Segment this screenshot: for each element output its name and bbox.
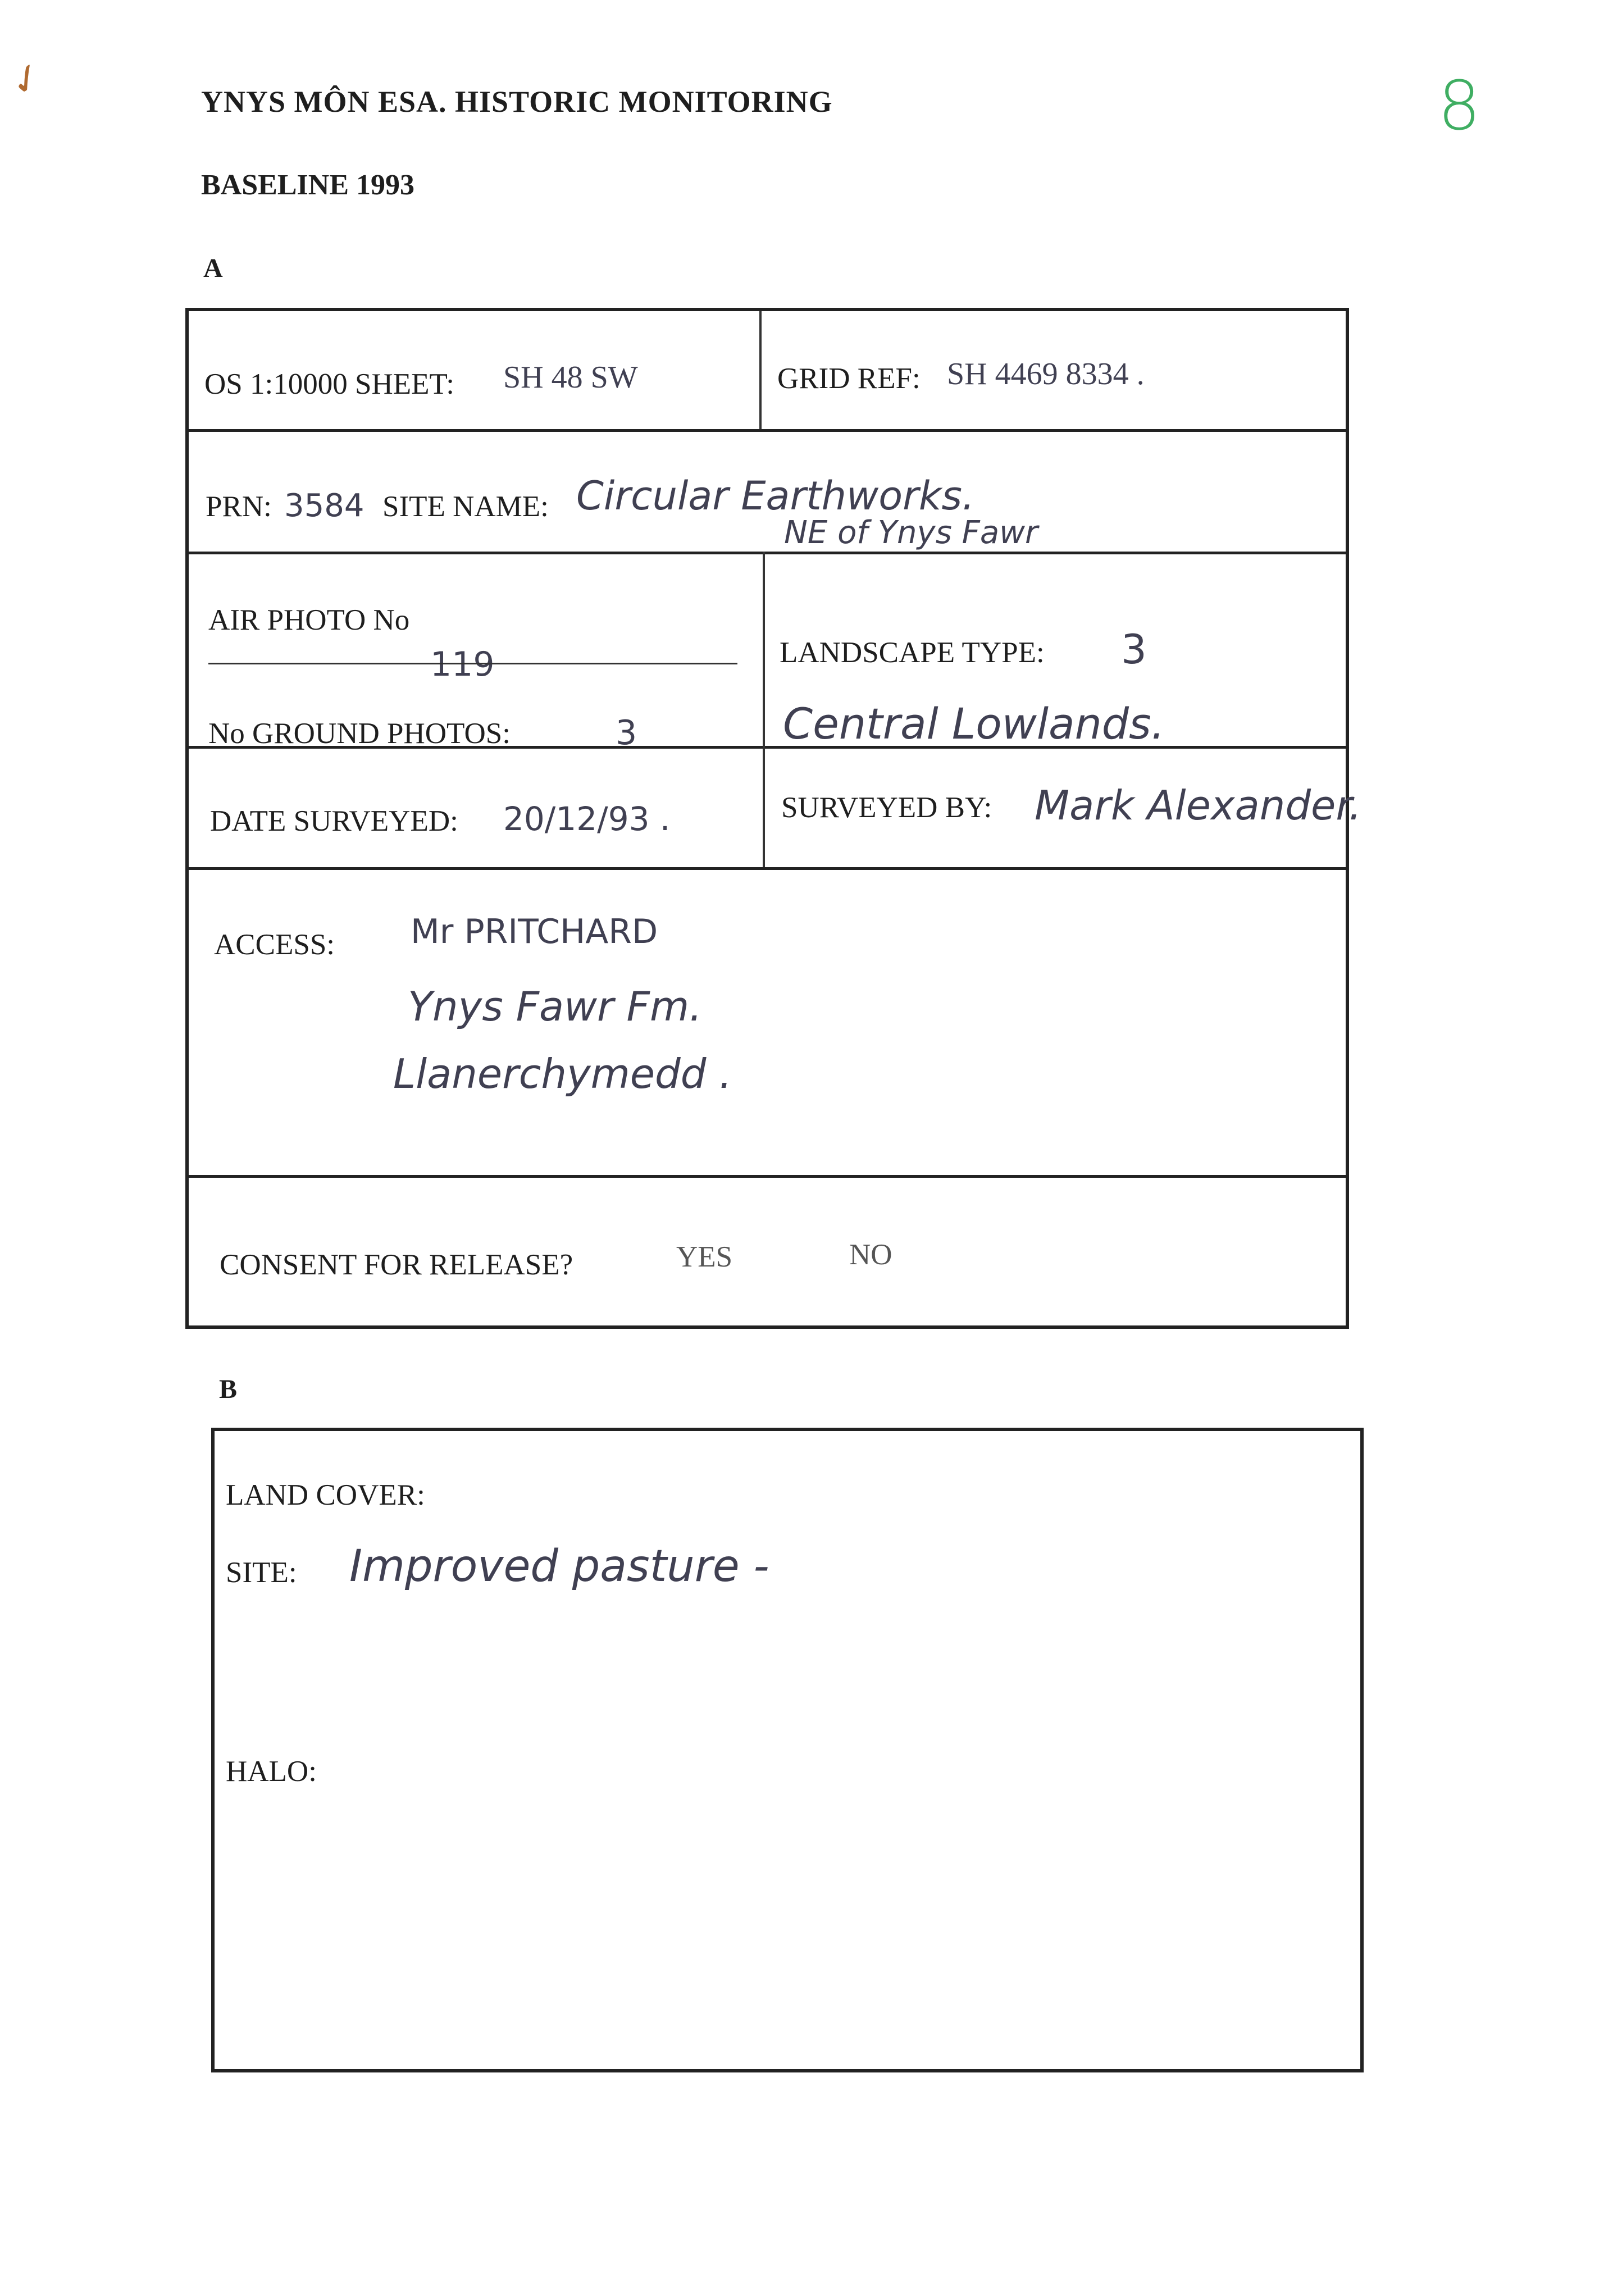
section-a-form	[185, 308, 1362, 1329]
landscape-type-value: 3	[1121, 626, 1147, 673]
surveyed-by-value: Mark Alexander.	[1035, 782, 1362, 829]
row-divider	[189, 429, 1346, 432]
access-line-1: Mr PRITCHARD	[411, 912, 658, 951]
date-surveyed-label: DATE SURVEYED:	[210, 805, 458, 837]
site-name-line2: NE of Ynys Fawr	[784, 514, 1038, 551]
consent-label: CONSENT FOR RELEASE?	[220, 1249, 573, 1281]
os-sheet-value: SH 48 SW	[503, 360, 638, 395]
column-divider	[759, 311, 762, 429]
air-photo-label: AIR PHOTO No	[208, 604, 410, 636]
site-name-line1: Circular Earthworks.	[576, 473, 975, 519]
access-label: ACCESS:	[214, 928, 335, 961]
ground-photos-label: No GROUND PHOTOS:	[208, 717, 511, 750]
os-sheet-label: OS 1:10000 SHEET:	[204, 368, 454, 400]
form-title: YNYS MÔN ESA. HISTORIC MONITORING	[201, 85, 833, 119]
section-b-label: B	[219, 1374, 238, 1404]
site-name-label: SITE NAME:	[382, 490, 549, 523]
row-divider	[189, 552, 1346, 554]
section-a-label: A	[203, 253, 223, 283]
site-label: SITE:	[226, 1556, 297, 1589]
landscape-type-desc: Central Lowlands.	[783, 699, 1165, 749]
row-divider	[189, 867, 1346, 870]
corner-tick-mark: ✓	[1, 51, 53, 108]
land-cover-label: LAND COVER:	[226, 1479, 425, 1511]
section-b-form	[211, 1428, 1364, 2072]
consent-yes-option[interactable]: YES	[676, 1241, 733, 1273]
access-line-3: Llanerchymedd .	[393, 1050, 732, 1097]
access-line-2: Ynys Fawr Fm.	[408, 983, 702, 1030]
row-divider	[189, 1175, 1346, 1178]
landscape-type-label: LANDSCAPE TYPE:	[780, 636, 1045, 669]
page-number: 8	[1438, 67, 1481, 145]
site-cover-value: Improved pasture -	[349, 1541, 769, 1592]
consent-no-option[interactable]: NO	[849, 1238, 892, 1271]
date-surveyed-value: 20/12/93 .	[503, 800, 671, 838]
halo-label: HALO:	[226, 1755, 317, 1788]
form-subtitle: BASELINE 1993	[201, 169, 414, 201]
grid-ref-label: GRID REF:	[777, 362, 921, 395]
surveyed-by-label: SURVEYED BY:	[781, 791, 992, 824]
air-photo-underline	[208, 663, 737, 664]
air-photo-value: 119	[430, 645, 495, 684]
grid-ref-value: SH 4469 8334 .	[947, 357, 1145, 391]
column-divider	[763, 552, 765, 867]
ground-photos-value: 3	[616, 713, 637, 753]
prn-value: 3584	[284, 488, 365, 524]
prn-label: PRN:	[206, 490, 272, 523]
